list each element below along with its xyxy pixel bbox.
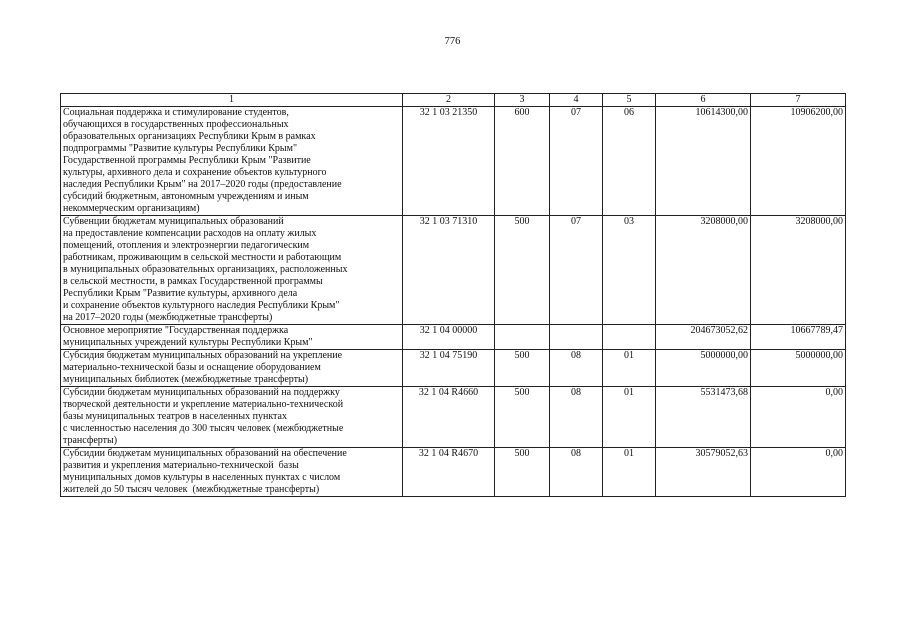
- row-description: Субсидия бюджетам муниципальных образований на укрепление материально-технической базы и оснащение оборудованием муниципальных библиотек (межбюджетные трансферты): [61, 350, 403, 387]
- row-description: Социальная поддержка и стимулирование студентов, обучающихся в государственных профессиональных образовательных организациях Республики Крым в рамках подпрограммы "Развитие культуры Республики Крым" Государственной программы Республики Крым "Развитие культуры, архивного дела и сохранение объектов культурного наследия Республики Крым" на 2017–2020 годы (предоставление субсидий бюджетным, автономным учреждениям и иным некоммерческим организациям): [61, 107, 403, 216]
- row-code: 32 1 04 R4670: [403, 448, 495, 497]
- row-col4: 08: [550, 448, 603, 497]
- table-row: [61, 350, 846, 387]
- row-col4: 07: [550, 216, 603, 325]
- row-col5: 01: [603, 350, 656, 387]
- row-sum-1: 5531473,68: [656, 387, 751, 448]
- row-col5: 01: [603, 387, 656, 448]
- row-sum-1: 5000000,00: [656, 350, 751, 387]
- row-sum-2: 5000000,00: [751, 350, 846, 387]
- row-col5: 03: [603, 216, 656, 325]
- column-header-6: 6: [656, 94, 751, 107]
- row-col3: 500: [495, 216, 550, 325]
- row-col4: 08: [550, 350, 603, 387]
- table-row: [61, 216, 846, 325]
- budget-table: [60, 93, 846, 497]
- row-code: 32 1 04 R4660: [403, 387, 495, 448]
- row-sum-1: 10614300,00: [656, 107, 751, 216]
- row-col5: 01: [603, 448, 656, 497]
- column-header-5: 5: [603, 94, 656, 107]
- row-col4: [550, 325, 603, 350]
- row-code: 32 1 03 71310: [403, 216, 495, 325]
- row-code: 32 1 04 75190: [403, 350, 495, 387]
- row-sum-2: 0,00: [751, 448, 846, 497]
- header-row: [61, 94, 846, 107]
- table-row: [61, 387, 846, 448]
- row-description: Субсидии бюджетам муниципальных образований на поддержку творческой деятельности и укрепление материально-технической базы муниципальных театров в населенных пунктах с численностью населения до 300 тысяч человек (межбюджетные трансферты): [61, 387, 403, 448]
- row-col3: 600: [495, 107, 550, 216]
- row-sum-1: 3208000,00: [656, 216, 751, 325]
- row-col3: 500: [495, 448, 550, 497]
- row-col3: [495, 325, 550, 350]
- table-row: [61, 325, 846, 350]
- row-code: 32 1 03 21350: [403, 107, 495, 216]
- table-row: [61, 448, 846, 497]
- row-sum-2: 0,00: [751, 387, 846, 448]
- column-header-3: 3: [495, 94, 550, 107]
- row-col5: [603, 325, 656, 350]
- row-col4: 08: [550, 387, 603, 448]
- row-col4: 07: [550, 107, 603, 216]
- row-code: 32 1 04 00000: [403, 325, 495, 350]
- row-col3: 500: [495, 387, 550, 448]
- page-number: 776: [444, 36, 461, 47]
- row-description: Субсидии бюджетам муниципальных образований на обеспечение развития и укрепления материально-технической базы муниципальных домов культуры в населенных пунктах с числом жителей до 50 тысяч человек (межбюджетные трансферты): [61, 448, 403, 497]
- column-header-7: 7: [751, 94, 846, 107]
- row-col5: 06: [603, 107, 656, 216]
- row-description: Основное мероприятие "Государственная поддержка муниципальных учреждений культуры Республики Крым": [61, 325, 403, 350]
- column-header-4: 4: [550, 94, 603, 107]
- column-header-1: 1: [61, 94, 403, 107]
- row-sum-2: 10667789,47: [751, 325, 846, 350]
- row-sum-2: 3208000,00: [751, 216, 846, 325]
- table-row: [61, 107, 846, 216]
- row-sum-1: 204673052,62: [656, 325, 751, 350]
- row-sum-1: 30579052,63: [656, 448, 751, 497]
- column-header-2: 2: [403, 94, 495, 107]
- row-col3: 500: [495, 350, 550, 387]
- row-sum-2: 10906200,00: [751, 107, 846, 216]
- row-description: Субвенции бюджетам муниципальных образований на предоставление компенсации расходов на оплату жилых помещений, отопления и электроэнергии педагогическим работникам, проживающим в сельской местности и работающим в муниципальных образовательных организациях, расположенных в сельской местности, в рамках Государственной программы Республики Крым "Развитие культуры, архивного дела и сохранение объектов культурного наследия Республики Крым" на 2017–2020 годы (межбюджетные трансферты): [61, 216, 403, 325]
